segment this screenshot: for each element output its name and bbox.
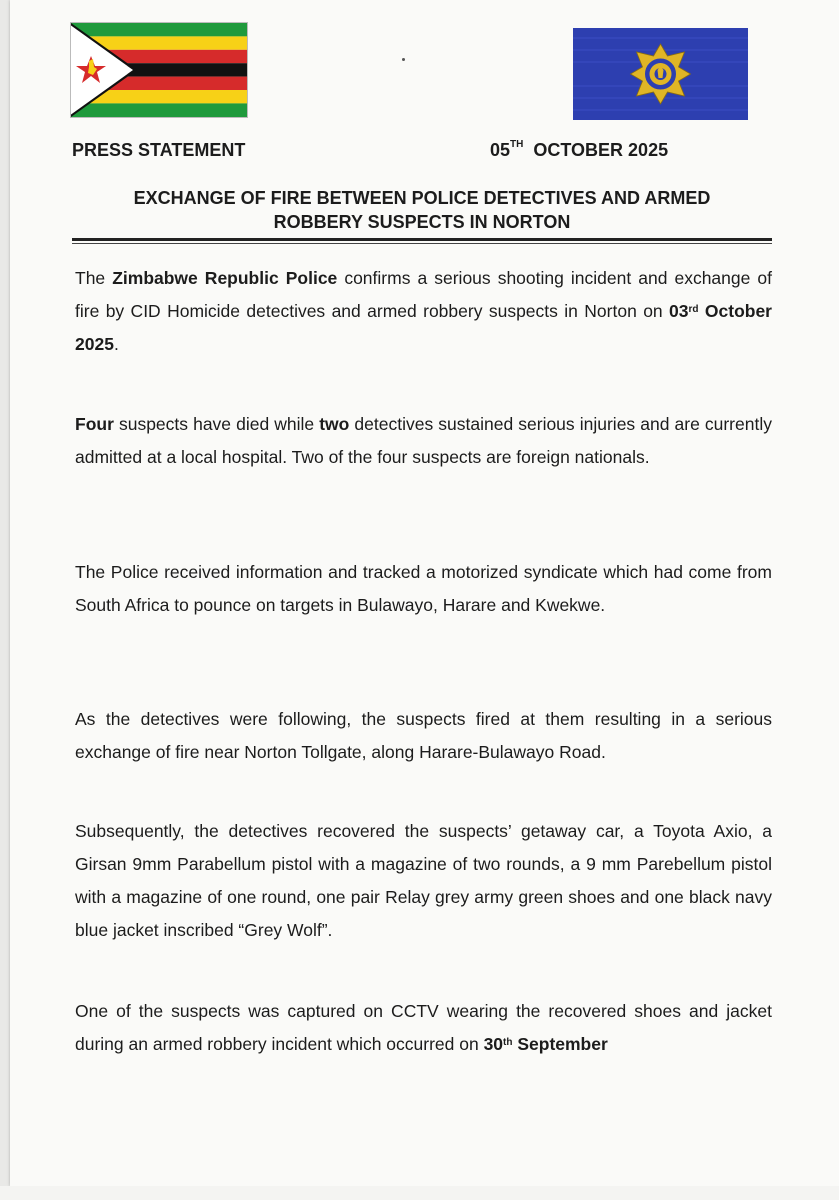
zimbabwe-flag-icon [70, 22, 248, 118]
p1-org-name: Zimbabwe Republic Police [112, 268, 338, 288]
document-title [72, 186, 772, 234]
document-page [10, 0, 839, 1186]
p2-bold-two: two [319, 414, 350, 434]
zrp-flag-icon [573, 28, 748, 120]
date-day: 05 [490, 140, 511, 160]
p6-date [484, 1034, 608, 1054]
p2-text-b: suspects have died while [113, 414, 320, 434]
p6-date-rest: September [512, 1034, 608, 1054]
paragraph-6 [75, 995, 772, 1061]
title-line-2: ROBBERY SUSPECTS IN NORTON [273, 212, 571, 232]
p1-period: . [113, 334, 119, 354]
paragraph-2 [75, 408, 772, 474]
heading-row [72, 140, 712, 166]
paragraph-1 [75, 262, 772, 361]
p1-date-sup: rd [688, 304, 699, 315]
title-divider-thin [72, 243, 772, 244]
statement-date [490, 140, 668, 161]
title-line-1: EXCHANGE OF FIRE BETWEEN POLICE DETECTIVES AND ARMED [133, 188, 711, 208]
p2-text-d: detectives sustained serious injuries and are currently admitted at a local hospital. Two of the four suspects are foreign nationals. [75, 414, 772, 467]
p6-text-a: One of the suspects was captured on CCTV wearing the recovered shoes and jacket during an armed robbery incident which occurred on [75, 1001, 772, 1054]
p1-text-c: confirms a serious shooting incident and exchange of fire by CID Homicide detectives and armed robbery suspects in Norton on [75, 268, 772, 321]
p1-date-rest: October 2025 [75, 301, 772, 354]
paragraph-5: Subsequently, the detectives recovered the suspects’ getaway car, a Toyota Axio, a Girsan 9mm Parabellum pistol with a magazine of two rounds, a 9 mm Parebellum pistol with a magazine of one round, one pair Relay grey army green shoes and one black navy blue jacket inscribed “Grey Wolf”. [75, 821, 772, 940]
p1-text-a: The [75, 268, 113, 288]
p6-date-sup: th [503, 1037, 513, 1048]
p6-date-day: 30 [483, 1034, 504, 1054]
p2-bold-four: Four [75, 414, 114, 434]
date-suffix: TH [510, 139, 524, 150]
paragraph-4: As the detectives were following, the suspects fired at them resulting in a serious exchange of fire near Norton Tollgate, along Harare-Bulawayo Road. [75, 709, 772, 762]
scan-bottom-edge [0, 1186, 839, 1200]
paragraph-3: The Police received information and tracked a motorized syndicate which had come from South Africa to pounce on targets in Bulawayo, Harare and Kwekwe. [75, 562, 772, 615]
title-divider-thick [72, 238, 772, 241]
p1-date-day: 03 [669, 301, 689, 321]
date-month-year: OCTOBER 2025 [533, 140, 669, 160]
scan-speck [402, 58, 405, 61]
press-statement-label: PRESS STATEMENT [72, 140, 246, 160]
